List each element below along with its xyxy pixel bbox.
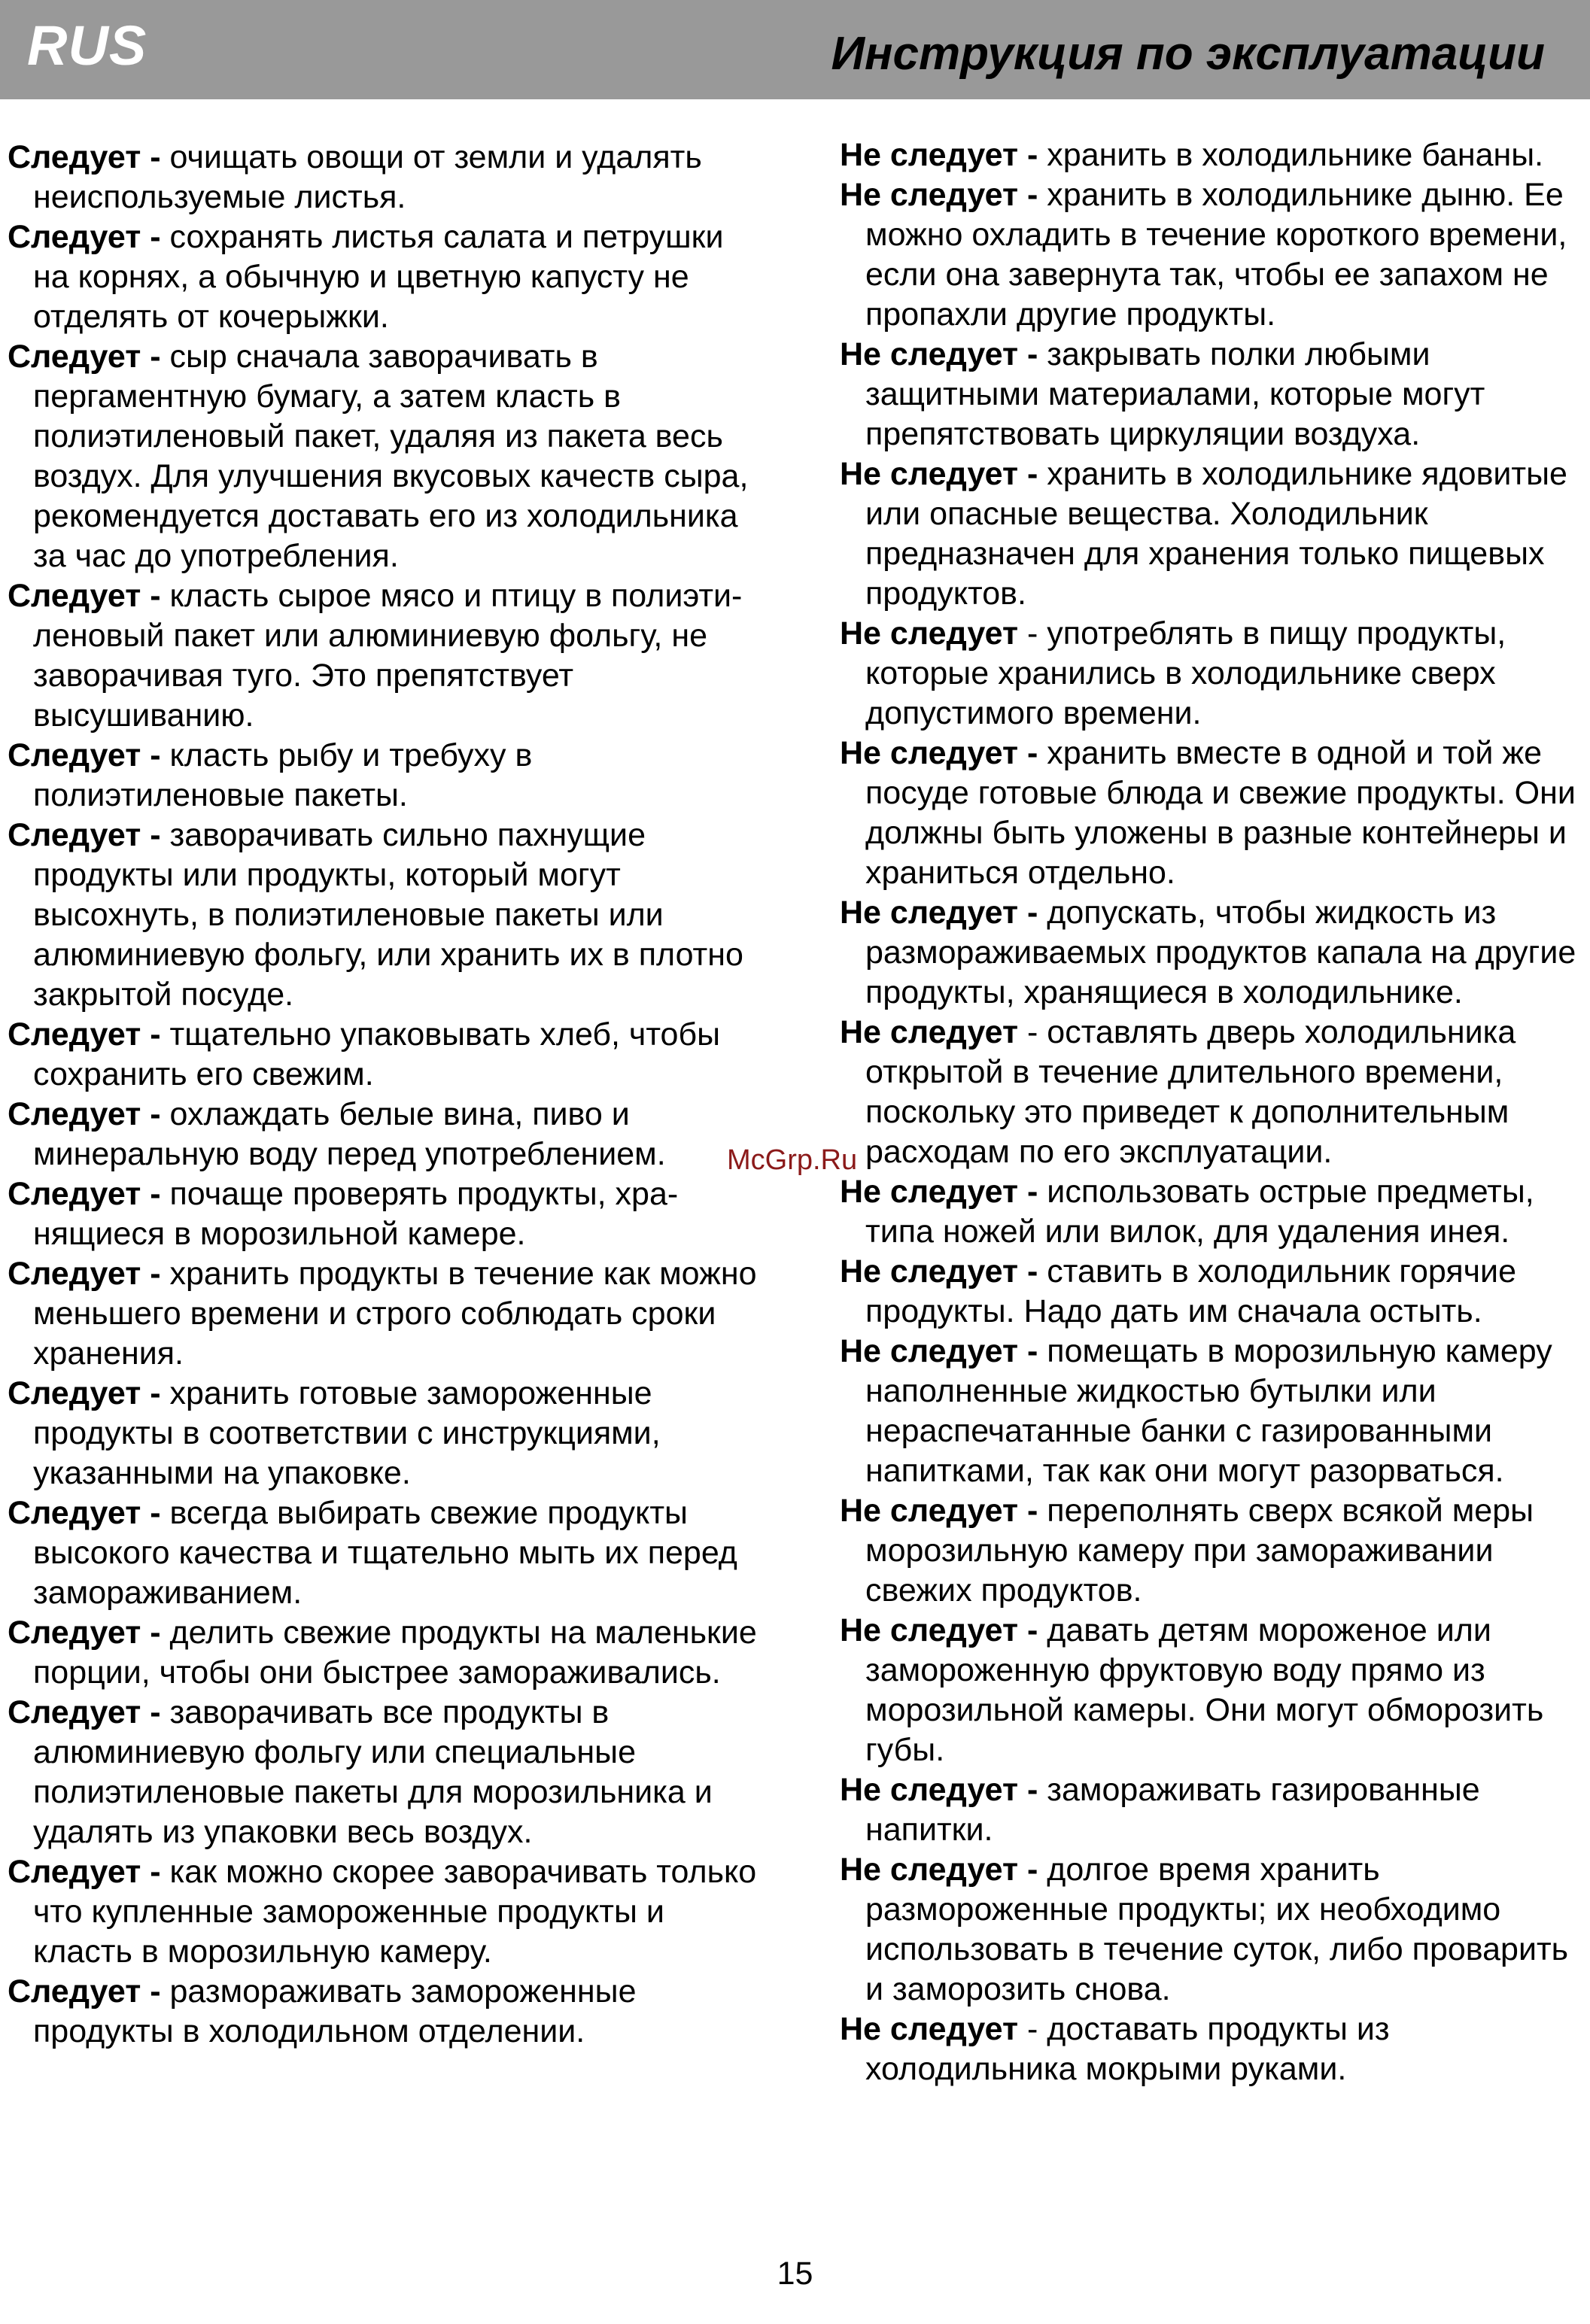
- entry-text: хранить готовые замороженные продукты в соответствии с инструкциями, указанными на упаковке.: [33, 1375, 661, 1491]
- entry-keyword: Не следует -: [840, 1612, 1038, 1648]
- entry-keyword: Не следует -: [840, 1333, 1038, 1369]
- entry-text: делить свежие продукты на маленькие порции, чтобы они быстрее замораживались.: [33, 1615, 757, 1691]
- entry-keyword: Не следует: [840, 1014, 1019, 1050]
- entry-text: - доставать продукты из холодильника мокрыми руками.: [865, 2011, 1390, 2087]
- entry-text: хранить в холодильнике ядовитые или опасные вещества. Холодильник предназначен для хранения только пищевых продуктов.: [865, 456, 1567, 612]
- list-item: [8, 138, 760, 217]
- entry-text: хранить в холодильнике бананы.: [1047, 137, 1544, 173]
- entry-keyword: Следует -: [8, 219, 161, 255]
- document-title: Инструкция по эксплуатации: [831, 28, 1545, 80]
- list-item: [840, 893, 1585, 1013]
- entry-text: хранить в холодильнике дыню. Ее можно охладить в течение короткого времени, если она завернута так, чтобы ее запахом не пропахли другие продукты.: [865, 177, 1567, 333]
- entry-keyword: Следует -: [8, 1495, 161, 1531]
- watermark: McGrp.Ru: [727, 1144, 858, 1176]
- entry-keyword: Следует -: [8, 1854, 161, 1890]
- list-item: [840, 1172, 1585, 1252]
- list-item: [840, 614, 1585, 734]
- entry-text: всегда выбирать свежие продукты высокого качества и тщательно мыть их перед замораживанием.: [33, 1495, 737, 1611]
- entry-text: давать детям мороженое или замороженную фруктовую воду прямо из морозильной камеры. Они могут обморозить губы.: [865, 1612, 1544, 1768]
- entry-text: почаще проверять продукты, хра-нящиеся в морозильной камере.: [33, 1176, 679, 1252]
- list-item: [8, 1613, 760, 1693]
- entry-keyword: Не следует -: [840, 336, 1038, 372]
- list-item: [8, 1493, 760, 1613]
- list-item: [840, 1252, 1585, 1332]
- entry-text: ставить в холодильник горячие продукты. Надо дать им сначала остыть.: [865, 1253, 1516, 1329]
- entry-text: сохранять листья салата и петрушки на корнях, а обычную и цветную капусту не отделять от кочерыжки.: [33, 219, 724, 335]
- list-item: [840, 1491, 1585, 1611]
- entry-text: хранить вместе в одной и той же посуде готовые блюда и свежие продукты. Они должны быть уложены в разные контейнеры и храниться отдельно.: [865, 735, 1576, 891]
- entry-text: переполнять сверх всякой меры морозильную камеру при замораживании свежих продуктов.: [865, 1493, 1534, 1609]
- page-header: [0, 0, 1590, 99]
- list-item: [840, 1850, 1585, 2010]
- list-item: [840, 1332, 1585, 1491]
- list-item: [8, 1095, 760, 1174]
- entry-text: заворачивать все продукты в алюминиевую фольгу или специальные полиэтиленовые пакеты для морозильника и удалять из упаковки весь воздух.: [33, 1694, 713, 1850]
- entry-keyword: Не следует -: [840, 1174, 1038, 1210]
- entry-keyword: Следует -: [8, 1016, 161, 1053]
- left-column-dos: [8, 138, 760, 2052]
- entry-text: класть рыбу и требуху в полиэтиленовые пакеты.: [33, 737, 533, 813]
- entry-text: размораживать замороженные продукты в холодильном отделении.: [33, 1973, 637, 2049]
- list-item: [8, 1972, 760, 2052]
- list-item: [840, 734, 1585, 893]
- entry-keyword: Не следует -: [840, 177, 1038, 213]
- entry-keyword: Следует -: [8, 1176, 161, 1212]
- entry-text: закрывать полки любыми защитными материалами, которые могут препятствовать циркуляции воздуха.: [865, 336, 1485, 452]
- entry-keyword: Не следует -: [840, 1772, 1038, 1808]
- entry-text: заворачивать сильно пахнущие продукты или продукты, который могут высохнуть, в полиэтиленовые пакеты или алюминиевую фольгу, или хранить их в плотно закрытой посуде.: [33, 817, 743, 1013]
- list-item: [8, 576, 760, 736]
- entry-keyword: Следует -: [8, 1096, 161, 1132]
- list-item: [840, 135, 1585, 175]
- entry-text: очищать овощи от земли и удалять неиспользуемые листья.: [33, 139, 702, 215]
- entry-keyword: Следует -: [8, 1973, 161, 2010]
- entry-text: класть сырое мясо и птицу в полиэти-леновый пакет или алюминиевую фольгу, не заворачивая туго. Это препятствует высушиванию.: [33, 578, 743, 734]
- list-item: [8, 816, 760, 1015]
- entry-keyword: Следует -: [8, 1615, 161, 1651]
- list-item: [840, 2010, 1585, 2089]
- entry-keyword: Следует -: [8, 139, 161, 175]
- entry-text: - оставлять дверь холодильника открытой в течение длительного времени, поскольку это приведет к дополнительным расходам по его эксплуатации.: [865, 1014, 1516, 1170]
- entry-keyword: Следует -: [8, 1375, 161, 1411]
- entry-keyword: Не следует -: [840, 1253, 1038, 1290]
- entry-text: сыр сначала заворачивать в пергаментную бумагу, а затем класть в полиэтиленовый пакет, удаляя из пакета весь воздух. Для улучшения вкусовых качеств сыра, рекомендуется доставать его из холодильника за час до употребления.: [33, 339, 749, 574]
- list-item: [840, 1611, 1585, 1770]
- list-item: [8, 1174, 760, 1254]
- list-item: [840, 1013, 1585, 1172]
- entry-keyword: Не следует: [840, 2011, 1019, 2047]
- list-item: [8, 1015, 760, 1095]
- entry-keyword: Следует -: [8, 817, 161, 853]
- entry-text: долгое время хранить размороженные продукты; их необходимо использовать в течение суток, либо проварить и заморозить снова.: [865, 1852, 1569, 2007]
- list-item: [8, 217, 760, 337]
- entry-text: охлаждать белые вина, пиво и минеральную воду перед употреблением.: [33, 1096, 666, 1172]
- entry-keyword: Не следует -: [840, 1852, 1038, 1888]
- list-item: [8, 1254, 760, 1374]
- entry-keyword: Не следует -: [840, 456, 1038, 492]
- page-number: 15: [777, 2256, 813, 2292]
- entry-text: - употреблять в пищу продукты, которые хранились в холодильнике сверх допустимого времени.: [865, 615, 1506, 731]
- list-item: [840, 1770, 1585, 1850]
- list-item: [8, 1374, 760, 1493]
- entry-text: допускать, чтобы жидкость из размораживаемых продуктов капала на другие продукты, хранящиеся в холодильнике.: [865, 895, 1576, 1010]
- list-item: [840, 335, 1585, 454]
- right-column-donts: [840, 135, 1585, 2089]
- entry-keyword: Следует -: [8, 339, 161, 375]
- language-label: RUS: [27, 14, 147, 77]
- entry-keyword: Не следует -: [840, 137, 1038, 173]
- entry-keyword: Не следует: [840, 615, 1019, 652]
- entry-keyword: Не следует -: [840, 895, 1038, 931]
- list-item: [8, 337, 760, 576]
- entry-text: хранить продукты в течение как можно меньшего времени и строго соблюдать сроки хранения.: [33, 1256, 757, 1372]
- list-item: [840, 175, 1585, 335]
- entry-text: замораживать газированные напитки.: [865, 1772, 1480, 1848]
- entry-text: помещать в морозильную камеру наполненные жидкостью бутылки или нераспечатанные банки с газированными напитками, так как они могут разорваться.: [865, 1333, 1552, 1489]
- entry-keyword: Следует -: [8, 1256, 161, 1292]
- entry-keyword: Следует -: [8, 578, 161, 614]
- list-item: [8, 736, 760, 816]
- list-item: [8, 1693, 760, 1852]
- list-item: [840, 454, 1585, 614]
- entry-text: как можно скорее заворачивать только что купленные замороженные продукты и класть в морозильную камеру.: [33, 1854, 757, 1970]
- entry-text: использовать острые предметы, типа ножей или вилок, для удаления инея.: [865, 1174, 1534, 1250]
- entry-keyword: Следует -: [8, 737, 161, 773]
- entry-keyword: Не следует -: [840, 1493, 1038, 1529]
- entry-text: тщательно упаковывать хлеб, чтобы сохранить его свежим.: [33, 1016, 720, 1092]
- list-item: [8, 1852, 760, 1972]
- entry-keyword: Следует -: [8, 1694, 161, 1730]
- entry-keyword: Не следует -: [840, 735, 1038, 771]
